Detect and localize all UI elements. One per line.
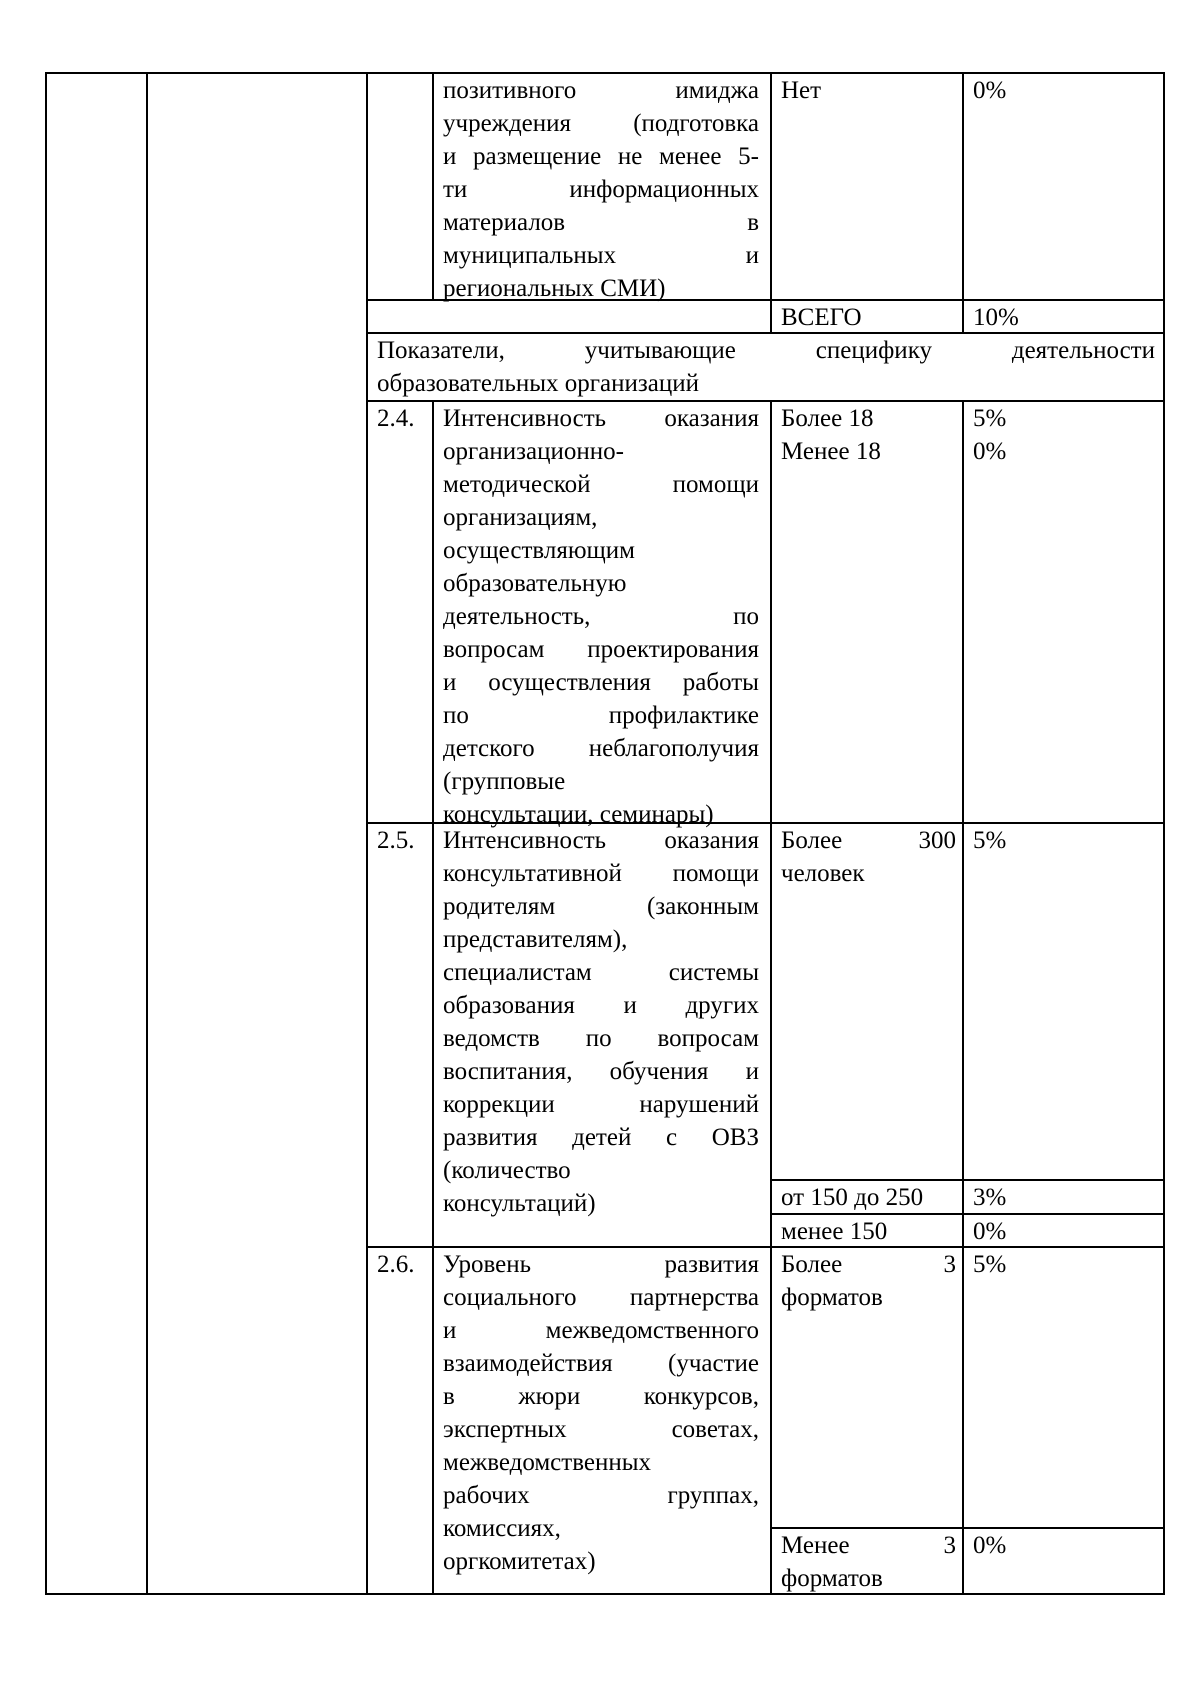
criterion-text: оргкомитетах) — [443, 1548, 596, 1575]
score-text: 5% — [973, 405, 1007, 432]
word: материалов — [443, 209, 566, 236]
total-label-cell — [781, 301, 956, 334]
criterion-text: межведомственных — [443, 1449, 652, 1476]
word: детей — [572, 1124, 632, 1151]
word: коррекции — [443, 1091, 555, 1118]
criterion-line — [443, 732, 759, 765]
row-number-2-6 — [377, 1248, 429, 1281]
word: образования — [443, 992, 575, 1019]
row-number-2-5 — [377, 824, 429, 857]
word: менее — [659, 143, 722, 170]
score-cell-2-6-a — [973, 1248, 1153, 1281]
criterion-line — [443, 1413, 759, 1446]
total-score: 10% — [973, 304, 1019, 331]
col-divider-5b — [962, 400, 964, 1595]
criterion-line — [443, 989, 759, 1022]
criterion-text — [443, 206, 759, 239]
criterion-line — [443, 857, 759, 890]
criterion-line — [443, 600, 759, 633]
criterion-line — [443, 890, 759, 923]
word: оказания — [664, 405, 759, 432]
word: других — [685, 992, 759, 1019]
criterion-line — [443, 1121, 759, 1154]
criterion-line — [443, 206, 759, 239]
word: информационных — [569, 176, 759, 203]
col-divider-5a — [962, 72, 964, 334]
condition-text — [781, 824, 956, 857]
score-cell-2-5-b — [973, 1181, 1153, 1214]
criterion-text: консультаций) — [443, 1190, 596, 1217]
criterion-line — [443, 272, 759, 305]
criterion-line — [443, 1446, 759, 1479]
col-divider-2 — [366, 72, 368, 1595]
criterion-line — [443, 1479, 759, 1512]
section-header-word: учитывающие — [584, 337, 736, 364]
criterion-line — [443, 1248, 759, 1281]
score-cell-2-5-a — [973, 824, 1153, 857]
criterion-text — [443, 890, 759, 923]
word: и — [443, 143, 457, 170]
criterion-line — [443, 765, 759, 798]
word: и — [443, 1317, 457, 1344]
col-divider-4a — [770, 72, 772, 334]
criterion-cell-2-6 — [443, 1248, 759, 1578]
total-label: ВСЕГО — [781, 304, 862, 331]
word: Интенсивность — [443, 405, 607, 432]
word: ОВЗ — [711, 1124, 759, 1151]
word: развития — [664, 1251, 759, 1278]
section-header-line-2: образовательных организаций — [377, 370, 700, 397]
word: консультативной — [443, 860, 622, 887]
condition-text: Нет — [781, 77, 822, 104]
criterion-text — [443, 1248, 759, 1281]
criterion-line — [443, 468, 759, 501]
word: позитивного — [443, 77, 577, 104]
word: ведомств — [443, 1025, 540, 1052]
word: конкурсов, — [643, 1383, 759, 1410]
word: 3 — [943, 1251, 956, 1278]
condition-text: Более 18 — [781, 405, 874, 432]
criterion-line — [443, 74, 759, 107]
word: Более — [781, 827, 843, 854]
condition-text: форматов — [781, 1565, 883, 1592]
criterion-text — [443, 1121, 759, 1154]
condition-cell-continued — [781, 74, 956, 107]
criterion-text: представителям), — [443, 926, 628, 953]
criterion-cell-2-4 — [443, 402, 759, 831]
word: экспертных — [443, 1416, 567, 1443]
criterion-text — [443, 600, 759, 633]
word: родителям — [443, 893, 556, 920]
section-header-word: деятельности — [1011, 337, 1155, 364]
word: 300 — [918, 827, 956, 854]
row-number: 2.6. — [377, 1251, 415, 1278]
word: и — [745, 242, 759, 269]
condition-text — [781, 1248, 956, 1281]
criterion-text — [443, 1314, 759, 1347]
row-number-2-4 — [377, 402, 429, 435]
word: обучения — [609, 1058, 709, 1085]
word: деятельность, — [443, 603, 591, 630]
criterion-line — [443, 402, 759, 435]
criterion-line — [443, 1545, 759, 1578]
criterion-text — [443, 1088, 759, 1121]
criterion-line — [443, 173, 759, 206]
word: межведомственного — [545, 1317, 759, 1344]
score-cell-2-6-b — [973, 1529, 1153, 1562]
condition-cell-2-4 — [781, 402, 956, 468]
criterion-text — [443, 1281, 759, 1314]
criterion-text — [443, 666, 759, 699]
criterion-text: региональных СМИ) — [443, 275, 666, 302]
criterion-line — [443, 699, 759, 732]
criterion-line — [443, 1314, 759, 1347]
condition-text: от 150 до 250 — [781, 1184, 924, 1211]
col-divider-3a — [432, 72, 434, 301]
criterion-text: консультации, семинары) — [443, 801, 714, 828]
criterion-line — [443, 666, 759, 699]
criterion-line — [443, 1088, 759, 1121]
word: в — [747, 209, 759, 236]
condition-cell-2-5-c — [781, 1215, 956, 1248]
word: и — [443, 669, 457, 696]
criterion-text — [443, 989, 759, 1022]
total-score-cell — [973, 301, 1153, 334]
criterion-line — [443, 1380, 759, 1413]
criterion-text — [443, 107, 759, 140]
criterion-line — [443, 1512, 759, 1545]
score-text: 5% — [973, 1251, 1007, 1278]
word: по — [585, 1025, 612, 1052]
word: вопросам — [657, 1025, 759, 1052]
criterion-line — [443, 923, 759, 956]
row-number: 2.4. — [377, 405, 415, 432]
word: не — [617, 143, 643, 170]
word: и — [623, 992, 637, 1019]
criterion-text — [443, 824, 759, 857]
word: по — [443, 702, 469, 729]
word: размещение — [473, 143, 602, 170]
word: помощи — [672, 471, 759, 498]
word: взаимодействия — [443, 1350, 613, 1377]
criterion-line — [443, 633, 759, 666]
table-border-bottom — [45, 1593, 1165, 1595]
word: проектирования — [587, 636, 759, 663]
score-cell-continued — [973, 74, 1153, 107]
word: советах, — [671, 1416, 759, 1443]
criterion-text: (групповые — [443, 768, 566, 795]
criterion-line — [443, 107, 759, 140]
col-divider-1 — [146, 72, 148, 1595]
condition-text: человек — [781, 860, 865, 887]
col-divider-3b — [432, 400, 434, 1595]
word: работы — [682, 669, 759, 696]
criterion-text: комиссиях, — [443, 1515, 561, 1542]
criterion-text: осуществляющим — [443, 537, 635, 564]
criterion-text — [443, 1022, 759, 1055]
criterion-text — [443, 1055, 759, 1088]
table-border-right — [1163, 72, 1165, 1595]
criterion-text — [443, 732, 759, 765]
word: специалистам — [443, 959, 592, 986]
criterion-line — [443, 1022, 759, 1055]
word: партнерства — [629, 1284, 759, 1311]
criterion-line — [443, 1055, 759, 1088]
word: методической — [443, 471, 591, 498]
criterion-text — [443, 239, 759, 272]
word: муниципальных — [443, 242, 617, 269]
word: (законным — [646, 893, 759, 920]
word: рабочих — [443, 1482, 530, 1509]
word: детского — [443, 735, 535, 762]
score-text: 3% — [973, 1184, 1007, 1211]
section-header-word: специфику — [815, 337, 932, 364]
word: системы — [668, 959, 759, 986]
condition-text: форматов — [781, 1284, 883, 1311]
word: Уровень — [443, 1251, 532, 1278]
word: и — [745, 1058, 759, 1085]
word: по — [733, 603, 759, 630]
section-header-cell — [377, 334, 1155, 400]
criterion-line — [443, 1281, 759, 1314]
criterion-cell-2-5 — [443, 824, 759, 1220]
section-header-line-1 — [377, 334, 1155, 367]
word: Интенсивность — [443, 827, 607, 854]
criterion-line — [443, 956, 759, 989]
col-divider-4b — [770, 400, 772, 1595]
word: Менее — [781, 1532, 850, 1559]
table-border-left — [45, 72, 47, 1595]
criterion-text — [443, 173, 759, 206]
word: неблагополучия — [588, 735, 759, 762]
word: имиджа — [675, 77, 759, 104]
score-text: 0% — [973, 1218, 1007, 1245]
criterion-text — [443, 402, 759, 435]
word: осуществления — [488, 669, 651, 696]
word: жюри — [518, 1383, 581, 1410]
criterion-line — [443, 1154, 759, 1187]
word: оказания — [664, 827, 759, 854]
word: нарушений — [639, 1091, 759, 1118]
criterion-line — [443, 567, 759, 600]
criterion-line — [443, 239, 759, 272]
criterion-line — [443, 1187, 759, 1220]
word: учреждения — [443, 110, 572, 137]
word: 3 — [943, 1532, 956, 1559]
word: вопросам — [443, 636, 545, 663]
word: (подготовка — [633, 110, 759, 137]
word: социального — [443, 1284, 577, 1311]
criterion-text — [443, 1413, 759, 1446]
criterion-text: (количество — [443, 1157, 571, 1184]
row-number: 2.5. — [377, 827, 415, 854]
criterion-text: организационно- — [443, 438, 624, 465]
condition-text: Менее 18 — [781, 438, 881, 465]
criterion-line — [443, 824, 759, 857]
word: с — [665, 1124, 678, 1151]
criterion-line — [443, 140, 759, 173]
criterion-line — [443, 435, 759, 468]
condition-text: менее 150 — [781, 1218, 888, 1245]
word: группах, — [667, 1482, 759, 1509]
criterion-text — [443, 1479, 759, 1512]
criterion-text — [443, 1380, 759, 1413]
criterion-text — [443, 633, 759, 666]
condition-text — [781, 1529, 956, 1562]
score-text: 0% — [973, 438, 1007, 465]
criterion-text — [443, 857, 759, 890]
criterion-text — [443, 699, 759, 732]
criterion-text: образовательную — [443, 570, 627, 597]
criterion-text: организациям, — [443, 504, 598, 531]
word: ти — [443, 176, 468, 203]
criterion-text — [443, 1347, 759, 1380]
criterion-cell-continued — [443, 74, 759, 305]
criterion-text — [443, 140, 759, 173]
condition-cell-2-5-a — [781, 824, 956, 890]
criterion-text — [443, 956, 759, 989]
word: (участие — [668, 1350, 759, 1377]
word: Более — [781, 1251, 843, 1278]
criterion-line — [443, 1347, 759, 1380]
criterion-text — [443, 74, 759, 107]
score-cell-2-4 — [973, 402, 1153, 468]
score-text: 5% — [973, 827, 1007, 854]
word: воспитания, — [443, 1058, 573, 1085]
score-cell-2-5-c — [973, 1215, 1153, 1248]
score-text: 0% — [973, 77, 1007, 104]
word: 5- — [738, 143, 759, 170]
criterion-line — [443, 501, 759, 534]
word: помощи — [672, 860, 759, 887]
word: в — [443, 1383, 455, 1410]
criterion-line — [443, 534, 759, 567]
word: развития — [443, 1124, 538, 1151]
section-header-word: Показатели, — [377, 337, 505, 364]
condition-cell-2-6-b — [781, 1529, 956, 1595]
criterion-text — [443, 468, 759, 501]
condition-cell-2-6-a — [781, 1248, 956, 1314]
score-text: 0% — [973, 1532, 1007, 1559]
word: профилактике — [608, 702, 759, 729]
condition-cell-2-5-b — [781, 1181, 956, 1214]
